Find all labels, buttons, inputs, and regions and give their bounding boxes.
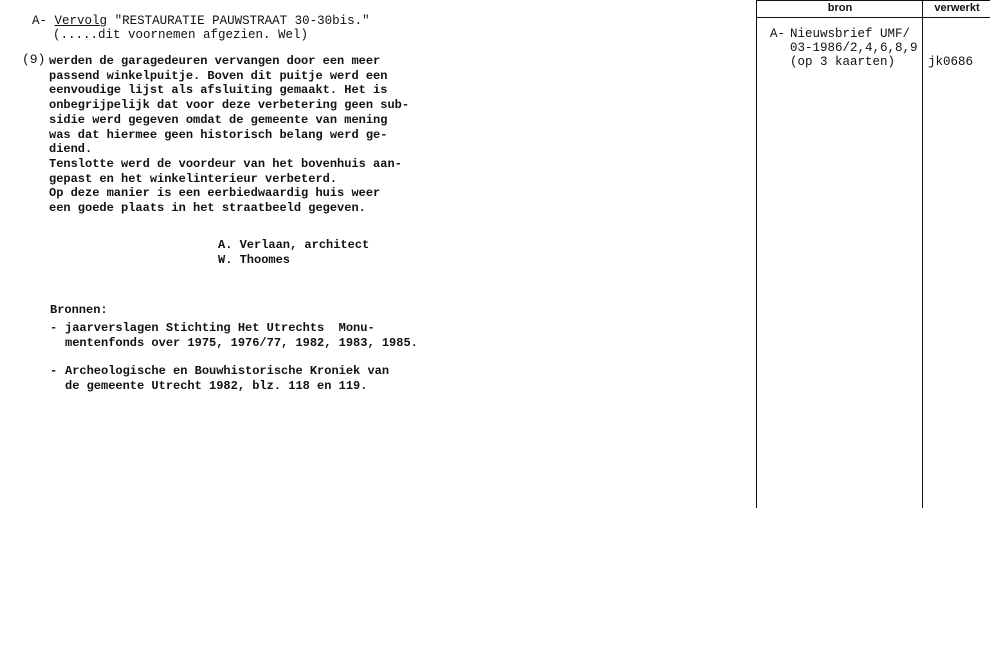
source-dash: -	[50, 364, 58, 378]
bron-line: Nieuwsbrief UMF/	[790, 27, 911, 41]
header-continuation: (.....dit voornemen afgezien. Wel)	[53, 28, 309, 42]
verwerkt-code: jk0686	[928, 55, 974, 69]
table-header-rule	[756, 17, 990, 18]
header-vervolg: Vervolg	[54, 14, 108, 28]
header-prefix: A-	[32, 14, 48, 28]
header-title-row	[32, 14, 370, 28]
signature-line: W. Thoomes	[218, 252, 291, 267]
bron-line: 03-1986/2,4,6,8,9	[790, 41, 918, 55]
signature-block	[218, 238, 369, 267]
body-line: was dat hiermee geen historisch belang werd ge-	[49, 127, 388, 142]
table-column-divider	[922, 0, 923, 508]
body-line: Op deze manier is een eerbiedwaardig huis weer	[49, 186, 381, 201]
body-line: Tenslotte werd de voordeur van het bovenhuis aan-	[49, 156, 402, 171]
column-header-bron: bron	[827, 2, 853, 14]
source-item	[50, 321, 418, 350]
body-line: een goede plaats in het straatbeeld gegeven.	[49, 201, 366, 216]
body-line: diend.	[49, 142, 93, 157]
signature-line: A. Verlaan, architect	[218, 238, 370, 252]
body-line: werden de garagedeuren vervangen door een meer	[49, 54, 381, 68]
body-line: sidie werd gegeven omdat de gemeente van mening	[49, 112, 388, 127]
source-line: jaarverslagen Stichting Het Utrechts Monu-	[65, 321, 375, 335]
source-line: Archeologische en Bouwhistorische Kroniek van	[65, 364, 390, 378]
bron-prefix: A-	[770, 27, 786, 41]
source-line: de gemeente Utrecht 1982, blz. 118 en 119.	[65, 378, 368, 393]
source-dash: -	[50, 321, 58, 335]
body-line: passend winkelpuitje. Boven dit puitje werd een	[49, 68, 388, 83]
table-left-rule	[756, 0, 757, 508]
source-line: mentenfonds over 1975, 1976/77, 1982, 1983, 1985.	[65, 335, 418, 350]
sources-heading: Bronnen:	[50, 303, 108, 317]
header-title: "RESTAURATIE PAUWSTRAAT 30-30bis."	[114, 14, 370, 28]
column-header-verwerkt: verwerkt	[934, 2, 980, 14]
body-line: onbegrijpelijk dat voor deze verbetering geen sub-	[49, 98, 410, 113]
body-line: gepast en het winkelinterieur verbeterd.	[49, 171, 338, 186]
paragraph-marker: (9)	[22, 52, 46, 67]
bron-line: (op 3 kaarten)	[790, 55, 896, 69]
document-header	[32, 14, 370, 42]
source-item	[50, 364, 389, 393]
body-text	[22, 54, 452, 216]
body-line: eenvoudige lijst als afsluiting gemaakt. Het is	[49, 83, 388, 98]
table-top-rule	[756, 0, 990, 1]
